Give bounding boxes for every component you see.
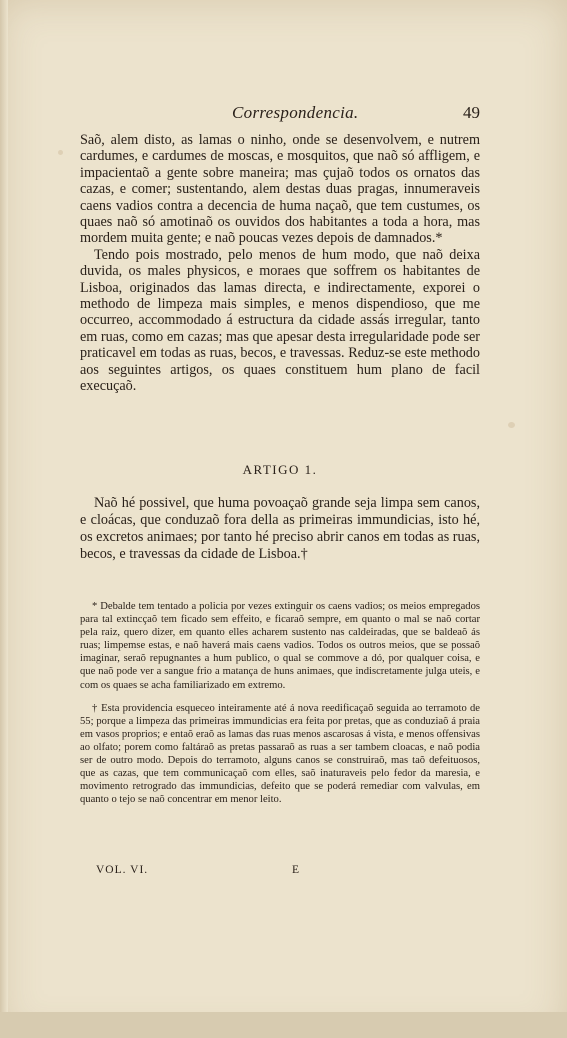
footnote: † Esta providencia esqueceo inteiramente até á nova reedificaçaõ seguida ao terramoto de 55; porque a limpeza das primeiras immundicias era feita por pretas, que as conduziaõ á praia em vasos proprios; e entaõ eraõ as lamas das ruas menos ascarosas á vista, e menos offensivas ao olfato; porem como faltáraõ as pretas passaraõ as ruas a ser tambem cloacas, e naõ podia ser de outro modo. Depois do terramoto, alguns canos se construiraõ, mas taõ defeituosos, que as cazas, que tem communicaçaõ com elles, saõ inaturaveis pelo fedor da maresia, e movimento retrogrado das immundicias, defeito que se poderá remediar com valvulas, em quanto o tejo se naõ concentrar em menor leito. xyxy=(80,702,480,806)
paragraph: Tendo pois mostrado, pelo menos de hum modo, que naõ deixa duvida, os males physicos, e moraes que soffrem os habitantes de Lisboa, originados das lamas directa, e indirectamente, exporei o methodo de limpeza mais simples, e menos dispendioso, que me occurreo, accommodado á estructura da cidade assás irregular, tanto em ruas, como em cazas; mas que apesar desta irregularidade pode ser praticavel em todas as ruas, becos, e travessas. Reduz-se este methodo aos seguintes artigos, os quaes constituem hum plano de facil execuçaõ. xyxy=(80,246,480,395)
signature-mark: E xyxy=(292,864,301,876)
footnote: * Debalde tem tentado a policia por vezes extinguir os caens vadios; os meios empregados para tal extincçaõ tem ficado sem effeito, e ficaraõ sempre, em quanto o mal se naõ cortar pela raiz, quero dizer, em quanto elles acharem sustento nas caldeiradas, que se baldeaõ ás ruas; limpemse estas, e naõ haverá mais caens vadios. Todos os outros meios, que se possaõ imaginar, seraõ repugnantes a hum publico, o qual se commove a dó, por qualquer coisa, e que naõ pode ver a sangue frio a matança de huns animaes, que indiscretamente julga uteis, e com os quaes se acha familiarizado em extremo. xyxy=(80,601,480,691)
article-paragraph: Naõ hé possivel, que huma povoaçaõ grande seja limpa sem canos, e cloácas, que conduzaõ fora della as primeiras immundicias, isto hé, os excretos animaes; por tanto hé preciso abrir canos em todas as ruas, becos, e travessas da cidade de Lisboa.† xyxy=(80,495,480,562)
paper-stain xyxy=(58,150,63,155)
running-head: Correspondencia. xyxy=(232,103,359,122)
page-gutter xyxy=(0,0,8,1038)
page-bottom-edge xyxy=(0,1012,567,1038)
paragraph: Saõ, alem disto, as lamas o ninho, onde se desenvolvem, e nutrem cardumes, e cardumes de moscas, e mosquitos, que naõ só affligem, e impacientaõ a gente sobre maneira; mas çujaõ todos os ornatos das cazas, e comer; sustentando, alem destas duas pragas, innumeraveis caens vadios contra a decencia de huma naçaõ, que tem custumes, os quaes naõ só amotinaõ os ouvidos dos habitantes a toda a hora, mas mordem muita gente; e naõ poucas vezes depois de damnados.* xyxy=(80,132,480,247)
volume-label: VOL. VI. xyxy=(96,864,149,876)
main-text xyxy=(80,132,480,395)
paper-stain xyxy=(508,422,515,428)
page-footer xyxy=(96,864,336,880)
article-heading: ARTIGO 1. xyxy=(242,462,318,477)
footnotes xyxy=(80,600,480,806)
page-header xyxy=(80,103,480,125)
page-number: 49 xyxy=(463,103,480,122)
